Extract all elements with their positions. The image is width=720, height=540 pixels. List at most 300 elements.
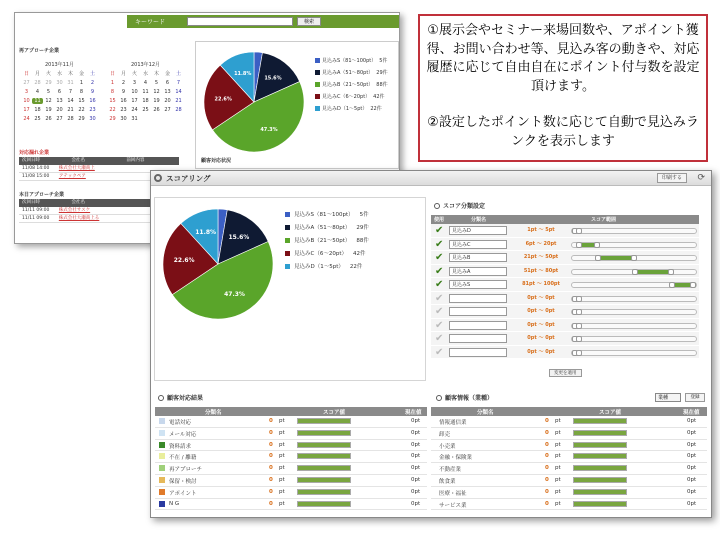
- legend-swatch: [315, 106, 320, 111]
- score-value[interactable]: 0: [269, 418, 273, 424]
- slider-handle-max[interactable]: [576, 309, 582, 315]
- circle-icon: [436, 395, 442, 401]
- calendar-day[interactable]: 25: [142, 107, 149, 113]
- weekday-header: 水: [56, 71, 62, 77]
- category-name-input[interactable]: [449, 348, 507, 357]
- category-name: 保留・検討: [169, 478, 197, 485]
- header-cell: 次回日時: [22, 200, 40, 205]
- category-name-input[interactable]: [449, 307, 507, 316]
- table-row: [155, 463, 427, 475]
- slider-handle-max[interactable]: [690, 282, 696, 288]
- score-value[interactable]: 0: [269, 500, 273, 507]
- category-name: N G: [169, 500, 180, 507]
- category-name-input[interactable]: [449, 294, 507, 303]
- industry-select[interactable]: 業種: [655, 393, 681, 402]
- check-icon[interactable]: ✔: [435, 238, 444, 250]
- score-unit: pt: [555, 476, 561, 483]
- score-value[interactable]: 0: [269, 453, 273, 460]
- score-range-text: 0pt 〜 0pt: [527, 321, 555, 328]
- weekday-header: 水: [142, 71, 148, 77]
- table-row: [155, 475, 427, 487]
- category-name-input[interactable]: [449, 321, 507, 330]
- score-unit: pt: [555, 441, 561, 448]
- legend-swatch: [315, 94, 320, 99]
- score-slider[interactable]: [297, 489, 351, 495]
- calendar-day[interactable]: 25: [34, 116, 41, 122]
- calendar-day[interactable]: 26: [153, 107, 160, 113]
- score-range-slider[interactable]: [571, 296, 697, 302]
- header-cell: 前回内容: [126, 158, 145, 163]
- legend-count: 88件: [356, 238, 369, 244]
- header-cell: スコア値: [323, 410, 346, 416]
- score-slider[interactable]: [573, 465, 627, 471]
- score-slider[interactable]: [297, 430, 351, 436]
- customer-info-title-text: 顧客情報（業種）: [445, 395, 494, 402]
- weekday-header: 火: [45, 71, 51, 77]
- score-setting-title-text: スコア分類設定: [443, 203, 486, 210]
- calendar-day[interactable]: 28: [34, 80, 41, 86]
- score-range-slider[interactable]: [571, 309, 697, 315]
- calendar-day[interactable]: 22: [109, 107, 116, 113]
- calendar-day[interactable]: 6: [57, 89, 62, 95]
- legend-count: 29件: [356, 225, 369, 231]
- scheduled-section-title: 対応漏れ企業: [19, 150, 50, 156]
- score-range-slider[interactable]: [571, 269, 697, 275]
- calendar-day[interactable]: 10: [23, 98, 30, 104]
- current-value: 0pt: [411, 453, 421, 460]
- score-value[interactable]: 0: [545, 488, 549, 495]
- company-link[interactable]: 株式会社大瀬商上る: [58, 216, 100, 221]
- table-cell: 11/11 09:00: [22, 216, 50, 221]
- calendar-day[interactable]: 16: [89, 98, 96, 104]
- header-cell: 次回日時: [22, 158, 40, 163]
- table-row: [155, 416, 427, 428]
- pie-slice-label: 11.8%: [195, 229, 217, 237]
- legend-count: 42件: [373, 94, 385, 100]
- category-name: 卸売: [439, 431, 451, 438]
- setting-row: [431, 319, 699, 333]
- score-value[interactable]: 0: [269, 488, 273, 495]
- visit-section-title: 顧客対応状況: [201, 158, 232, 164]
- score-unit: pt: [279, 488, 285, 495]
- legend-label: 見込みC（6〜20pt）: [294, 251, 347, 257]
- legend-swatch: [285, 251, 290, 256]
- category-name: 金融・保険業: [439, 455, 473, 462]
- setting-row: [431, 238, 699, 252]
- slider-handle-max[interactable]: [594, 242, 600, 248]
- category-name-input[interactable]: 見込みS: [449, 280, 507, 289]
- check-icon[interactable]: ✔: [435, 252, 444, 263]
- score-value[interactable]: 0: [545, 476, 549, 483]
- legend-item: [285, 209, 369, 222]
- legend-item: [285, 248, 369, 261]
- weekday-header: 日: [23, 71, 29, 77]
- weekday-header: 月: [34, 71, 40, 77]
- score-slider[interactable]: [297, 501, 351, 507]
- calendar-day[interactable]: 2: [90, 80, 95, 86]
- score-slider[interactable]: [573, 418, 627, 424]
- check-icon[interactable]: ✔: [435, 306, 444, 317]
- table-header: [155, 407, 427, 416]
- legend-swatch: [285, 212, 290, 217]
- calendar-day[interactable]: 12: [153, 89, 160, 95]
- score-slider[interactable]: [573, 453, 627, 459]
- calendar-day[interactable]: 28: [67, 116, 74, 122]
- score-unit: pt: [279, 465, 285, 472]
- calendar-day[interactable]: 1: [110, 80, 115, 86]
- calendar-day[interactable]: 17: [23, 107, 30, 113]
- gear-icon: [154, 174, 162, 182]
- calendar-day[interactable]: 2: [121, 80, 126, 86]
- score-unit: pt: [555, 418, 561, 424]
- calendar-day[interactable]: 5: [46, 89, 51, 95]
- legend-item: [285, 222, 369, 235]
- category-color-swatch: [159, 489, 165, 495]
- calendar-day[interactable]: 15: [78, 98, 85, 104]
- category-color-swatch: [159, 477, 165, 483]
- calendar-day[interactable]: 24: [23, 116, 30, 122]
- pie-slice-label: 15.6%: [264, 75, 282, 82]
- category-name-input[interactable]: 見込みC: [449, 240, 507, 249]
- score-unit: pt: [279, 429, 285, 436]
- setting-row: [431, 292, 699, 306]
- calendar-day[interactable]: 21: [67, 107, 74, 113]
- calendar-day[interactable]: 29: [109, 116, 116, 122]
- keyword-input[interactable]: [187, 17, 293, 26]
- company-link[interactable]: 株式会社サスケ: [58, 208, 91, 213]
- category-name: 情報通信業: [439, 420, 467, 426]
- weekday-header: 金: [78, 71, 84, 77]
- table-row: [155, 440, 427, 452]
- calendar-day[interactable]: 20: [56, 107, 63, 113]
- header-cell: 分類名: [477, 410, 494, 416]
- legend-label: 見込みB（21〜50pt）: [294, 238, 351, 244]
- score-range-slider[interactable]: [571, 350, 697, 356]
- calendar-day[interactable]: 18: [142, 98, 149, 104]
- check-icon[interactable]: ✔: [435, 319, 444, 331]
- calendar-day[interactable]: 22: [78, 107, 85, 113]
- table-cell: 11/11 09:00: [22, 208, 50, 213]
- table-header: [431, 407, 707, 416]
- current-value: 0pt: [411, 418, 421, 424]
- score-value[interactable]: 0: [545, 500, 549, 507]
- legend-label: 見込みA（51〜80pt）: [322, 70, 374, 76]
- check-icon[interactable]: ✔: [435, 346, 444, 358]
- table-row: [431, 463, 707, 475]
- current-value: 0pt: [411, 488, 421, 495]
- header-cell: スコア範囲: [591, 217, 617, 223]
- calendar-day[interactable]: 1: [79, 80, 84, 86]
- calendar-day[interactable]: 23: [89, 107, 96, 113]
- setting-row: [431, 305, 699, 319]
- slider-handle-max[interactable]: [576, 296, 582, 302]
- slider-handle-max[interactable]: [576, 228, 582, 234]
- calendar-day[interactable]: 3: [24, 89, 29, 95]
- calendar-day[interactable]: 4: [143, 80, 148, 86]
- score-range-slider[interactable]: [571, 282, 697, 288]
- score-value[interactable]: 0: [269, 465, 273, 472]
- legend-count: 22件: [349, 264, 363, 270]
- calendar-day[interactable]: 27: [23, 80, 30, 86]
- calendar-day[interactable]: 31: [131, 116, 138, 122]
- legend-swatch: [315, 58, 320, 63]
- calendar-day[interactable]: 6: [165, 80, 170, 86]
- legend-swatch: [285, 225, 290, 230]
- category-name: 飲食業: [439, 478, 456, 485]
- score-value[interactable]: 0: [545, 429, 549, 436]
- legend-label: 見込みS（81〜100pt）: [294, 212, 354, 218]
- customer-response-title-text: 顧客対応結果: [167, 395, 204, 402]
- category-name-input[interactable]: 見込みD: [449, 226, 507, 235]
- keyword-label: キーワード: [135, 19, 166, 26]
- header-cell: 分類名: [205, 410, 222, 416]
- check-icon[interactable]: ✔: [435, 265, 444, 277]
- company-link[interactable]: アテックペア: [58, 174, 86, 179]
- score-range-slider[interactable]: [571, 336, 697, 342]
- score-value[interactable]: 0: [545, 418, 549, 424]
- legend-swatch: [315, 82, 320, 87]
- score-range-slider[interactable]: [571, 323, 697, 329]
- score-slider[interactable]: [573, 489, 627, 495]
- legend-item: [315, 91, 388, 103]
- score-value[interactable]: 0: [545, 465, 549, 472]
- category-name: 電話対応: [169, 420, 192, 426]
- company-link[interactable]: 株式会社大瀬商上: [58, 166, 95, 171]
- legend-label: 見込みB（21〜50pt）: [322, 82, 374, 88]
- slider-handle-max[interactable]: [631, 255, 637, 261]
- score-range-text: 1pt 〜 5pt: [527, 227, 555, 233]
- score-slider[interactable]: [573, 442, 627, 448]
- calendar-day[interactable]: 17: [131, 98, 138, 104]
- weekday-header: 土: [89, 71, 95, 77]
- current-value: 0pt: [411, 476, 421, 483]
- calendar-day[interactable]: 7: [176, 80, 181, 86]
- score-range-slider[interactable]: [571, 255, 697, 261]
- back-legend: [315, 55, 388, 115]
- table-cell: 11/08 15:00: [22, 174, 50, 179]
- calendar-day[interactable]: 13: [56, 98, 63, 104]
- header-cell: スコア値: [599, 410, 622, 416]
- current-value: 0pt: [411, 465, 421, 472]
- calendar-day[interactable]: 10: [131, 89, 138, 95]
- calendar-day[interactable]: 20: [164, 98, 171, 104]
- check-icon[interactable]: ✔: [435, 333, 444, 344]
- calendar-day[interactable]: 29: [78, 116, 85, 122]
- calendar-day[interactable]: 14: [67, 98, 74, 104]
- calendar-day[interactable]: 8: [110, 89, 115, 95]
- calendar-day[interactable]: 28: [175, 107, 182, 113]
- apply-button[interactable]: 変更を適用: [549, 369, 582, 377]
- legend-count: 29件: [376, 70, 388, 76]
- register-button[interactable]: 登録: [685, 393, 705, 402]
- calendar-day[interactable]: 9: [121, 89, 126, 95]
- slider-handle-max[interactable]: [576, 323, 582, 329]
- current-value: 0pt: [687, 476, 697, 483]
- legend-label: 見込みS（81〜100pt）: [322, 58, 377, 64]
- legend-count: 5件: [379, 58, 388, 64]
- header-cell: 使用: [434, 217, 445, 223]
- current-value: 0pt: [411, 441, 421, 448]
- legend-item: [285, 261, 369, 274]
- score-range-text: 0pt 〜 0pt: [527, 308, 555, 314]
- category-name: サービス業: [439, 502, 467, 509]
- legend-swatch: [285, 238, 290, 243]
- calendar-day[interactable]: 3: [132, 80, 137, 86]
- score-unit: pt: [279, 453, 285, 460]
- calendar-day[interactable]: 18: [34, 107, 41, 113]
- legend-swatch: [315, 70, 320, 75]
- score-unit: pt: [279, 418, 285, 424]
- slider-handle-min[interactable]: [632, 269, 638, 275]
- legend-item: [285, 235, 369, 248]
- check-icon[interactable]: ✔: [435, 292, 444, 304]
- score-slider[interactable]: [297, 418, 351, 424]
- category-color-swatch: [159, 442, 165, 448]
- back-pie-chart: [200, 48, 310, 158]
- category-name: アポイント: [169, 490, 197, 497]
- score-value[interactable]: 0: [269, 476, 273, 483]
- table-row: [155, 487, 427, 499]
- header-cell: 会社名: [71, 200, 85, 205]
- setting-row: [431, 332, 699, 346]
- calendar-day[interactable]: 7: [68, 89, 73, 95]
- today-section-title: 本日アプローチ企業: [19, 192, 65, 198]
- slider-handle-max[interactable]: [668, 269, 674, 275]
- calendar-day[interactable]: 19: [45, 107, 52, 113]
- current-value: 0pt: [687, 418, 697, 424]
- calendar-november: [21, 61, 98, 122]
- slider-handle-max[interactable]: [576, 336, 582, 342]
- score-slider[interactable]: [573, 477, 627, 483]
- score-setting-title: [434, 201, 485, 210]
- check-icon[interactable]: ✔: [435, 279, 444, 290]
- score-range-slider[interactable]: [571, 228, 697, 234]
- calendar-day[interactable]: 15: [109, 98, 116, 104]
- category-name-input[interactable]: [449, 334, 507, 343]
- table-row: [431, 487, 707, 499]
- calendar-day[interactable]: 14: [175, 89, 182, 95]
- setting-row: [431, 346, 699, 360]
- score-value[interactable]: 0: [269, 429, 273, 436]
- calendar-title: 2013年11月: [44, 62, 75, 68]
- calendar-day[interactable]: 23: [120, 107, 127, 113]
- pie-slice-label: 47.3%: [224, 290, 245, 298]
- score-range-text: 0pt 〜 0pt: [527, 294, 555, 301]
- score-range-slider[interactable]: [571, 242, 697, 248]
- current-value: 0pt: [687, 429, 697, 436]
- score-slider[interactable]: [297, 465, 351, 471]
- pie-slice-label: 22.6%: [214, 96, 232, 103]
- current-value: 0pt: [411, 429, 421, 436]
- category-name-input[interactable]: 見込みB: [449, 253, 507, 262]
- score-slider[interactable]: [573, 501, 627, 507]
- keyword-search-button[interactable]: 検索: [297, 17, 321, 26]
- calendar-title: 2013年12月: [130, 62, 161, 68]
- table-row: [431, 440, 707, 452]
- setting-row: [431, 265, 699, 279]
- calendar-day[interactable]: 11: [32, 98, 43, 104]
- category-color-swatch: [159, 465, 165, 471]
- score-value[interactable]: 0: [545, 453, 549, 460]
- calendar-day[interactable]: 30: [120, 116, 127, 122]
- calendar-day[interactable]: 30: [89, 116, 96, 122]
- weekday-header: 金: [164, 71, 170, 77]
- table-row: [431, 499, 707, 511]
- calendar-day[interactable]: 30: [56, 80, 63, 86]
- calendar-day[interactable]: 12: [45, 98, 52, 104]
- score-pie-chart: [159, 205, 279, 325]
- customer-response-title: [158, 393, 203, 402]
- slider-handle-min[interactable]: [576, 242, 582, 248]
- customer-info-table: [431, 407, 707, 510]
- calendar-day[interactable]: 24: [131, 107, 138, 113]
- calendar-day[interactable]: 21: [175, 98, 182, 104]
- score-slider[interactable]: [297, 453, 351, 459]
- legend-item: [315, 79, 388, 91]
- header-cell: 分類名: [471, 217, 487, 223]
- calendar-day[interactable]: 5: [154, 80, 159, 86]
- calendar-day[interactable]: 31: [67, 80, 74, 86]
- circle-icon: [434, 203, 440, 209]
- customer-info-title: [436, 393, 493, 402]
- score-range-text: 0pt 〜 0pt: [527, 348, 555, 355]
- keyword-search-bar: [127, 15, 399, 28]
- weekday-header: 月: [120, 71, 126, 77]
- score-unit: pt: [555, 453, 561, 460]
- score-value[interactable]: 0: [545, 441, 549, 448]
- category-name: 不動産業: [439, 467, 462, 474]
- legend-label: 見込みC（6〜20pt）: [322, 94, 371, 100]
- score-value[interactable]: 0: [269, 441, 273, 448]
- score-slider[interactable]: [573, 430, 627, 436]
- score-slider[interactable]: [297, 477, 351, 483]
- setting-header: [431, 215, 699, 224]
- calendar-day[interactable]: 19: [153, 98, 160, 104]
- score-range-text: 6pt 〜 20pt: [525, 240, 557, 247]
- table-header: [19, 157, 179, 165]
- score-range-text: 21pt 〜 50pt: [523, 254, 559, 260]
- setting-row: [431, 224, 699, 238]
- category-name: 不在 / 離籍: [169, 455, 197, 462]
- calendar-day[interactable]: 29: [45, 80, 52, 86]
- calendar-day[interactable]: 26: [45, 116, 52, 122]
- refresh-icon[interactable]: ⟳: [697, 173, 705, 183]
- legend-item: [315, 103, 388, 115]
- calendar-day[interactable]: 27: [164, 107, 171, 113]
- legend-item: [315, 55, 388, 67]
- print-button[interactable]: 印刷する: [657, 173, 687, 183]
- score-slider[interactable]: [297, 442, 351, 448]
- calendar-day[interactable]: 27: [56, 116, 63, 122]
- slider-handle-max[interactable]: [576, 350, 582, 356]
- table-row: [155, 428, 427, 440]
- calendar-day[interactable]: 11: [142, 89, 149, 95]
- category-name-input[interactable]: 見込みA: [449, 267, 507, 276]
- calendar-day[interactable]: 9: [90, 89, 95, 95]
- pie-slice-label: 15.6%: [228, 234, 250, 242]
- circle-icon: [158, 395, 164, 401]
- slider-handle-min[interactable]: [595, 255, 601, 261]
- calendar-day[interactable]: 16: [120, 98, 127, 104]
- setting-row: [431, 251, 699, 265]
- slider-handle-min[interactable]: [669, 282, 675, 288]
- calendar-day[interactable]: 4: [35, 89, 40, 95]
- calendar-day[interactable]: 13: [164, 89, 171, 95]
- legend-count: 5件: [359, 212, 369, 218]
- calendar-day[interactable]: 8: [79, 89, 84, 95]
- score-range-text: 81pt 〜 100pt: [522, 281, 560, 287]
- check-icon[interactable]: ✔: [435, 225, 444, 236]
